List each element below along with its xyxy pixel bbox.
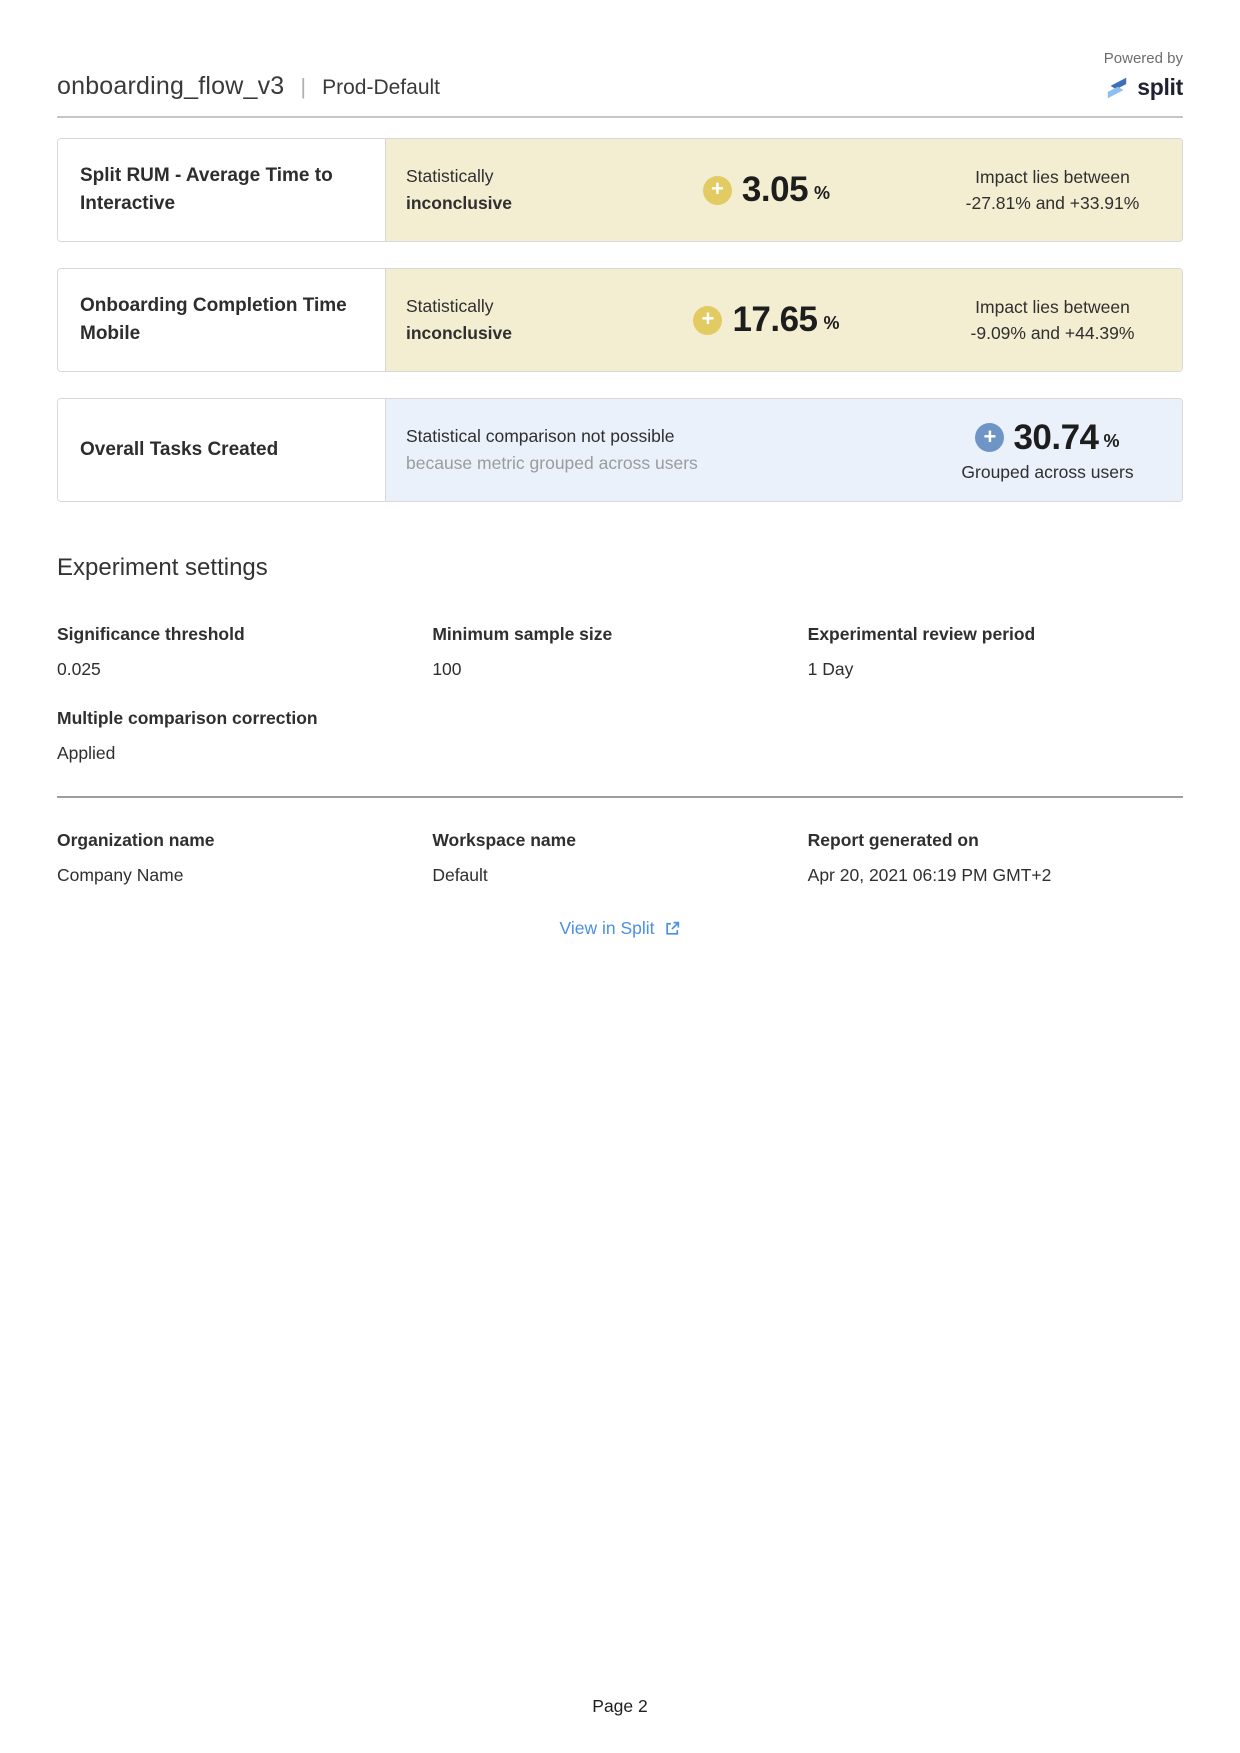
meta-label: Report generated on	[807, 830, 979, 850]
setting-value: 100	[432, 659, 462, 679]
metric-delta	[596, 300, 937, 340]
metric-result-area	[386, 269, 1182, 371]
brand-wordmark: split	[1137, 74, 1183, 100]
meta-divider	[57, 796, 1183, 798]
report-meta-grid	[57, 830, 1183, 886]
metric-status	[386, 423, 927, 477]
setting-label: Multiple comparison correction	[57, 708, 318, 728]
metric-name-cell	[58, 269, 386, 371]
metric-delta	[596, 170, 937, 210]
experiment-settings-grid	[57, 624, 1183, 764]
view-link-label: View in Split	[559, 918, 655, 938]
setting-label: Minimum sample size	[432, 624, 613, 644]
delta-value: 30.74	[1013, 417, 1099, 457]
meta-value: Company Name	[57, 865, 184, 885]
experiment-settings-title: Experiment settings	[57, 554, 268, 581]
title-row	[57, 72, 440, 101]
metric-card-onboarding-completion	[57, 268, 1183, 372]
experiment-name: onboarding_flow_v3	[57, 72, 285, 100]
metric-status	[386, 163, 596, 217]
plus-icon: +	[975, 423, 1004, 452]
setting-significance-threshold	[57, 624, 432, 680]
environment-name: Prod-Default	[322, 76, 440, 99]
delta-unit: %	[823, 313, 840, 333]
brand-row	[1104, 74, 1183, 101]
view-in-split-link[interactable]	[559, 918, 680, 939]
setting-label: Significance threshold	[57, 624, 245, 644]
external-link-icon	[664, 920, 681, 937]
meta-generated-on	[808, 830, 1183, 886]
status-line-1: Statistical comparison not possible	[406, 425, 675, 446]
report-header	[57, 50, 1183, 101]
setting-minimum-sample-size	[432, 624, 807, 680]
metric-card-overall-tasks	[57, 398, 1183, 502]
delta-value: 17.65	[732, 300, 818, 339]
title-separator: |	[300, 74, 307, 99]
setting-value: 0.025	[57, 659, 101, 679]
setting-value: 1 Day	[807, 659, 854, 679]
status-line-2: because metric grouped across users	[406, 453, 698, 473]
status-line-1: Statistically	[406, 165, 494, 186]
delta-value: 3.05	[741, 170, 809, 209]
plus-icon: +	[703, 176, 732, 205]
metric-result-area	[386, 139, 1182, 241]
delta-unit: %	[1103, 430, 1120, 451]
metric-status	[386, 293, 596, 347]
powered-by-label: Powered by	[1103, 50, 1183, 67]
impact-line-2: -27.81% and +33.91%	[965, 193, 1140, 213]
metric-name: Overall Tasks Created	[80, 439, 279, 461]
brand-block	[1104, 50, 1183, 101]
impact-line-2: -9.09% and +44.39%	[970, 323, 1135, 343]
status-line-2: inconclusive	[406, 193, 513, 213]
setting-review-period	[808, 624, 1183, 680]
meta-organization	[57, 830, 432, 886]
impact-line-1: Impact lies between	[975, 296, 1130, 317]
impact-range	[937, 164, 1182, 217]
plus-icon: +	[693, 306, 722, 335]
view-link-row	[57, 918, 1183, 939]
meta-value: Default	[432, 865, 488, 885]
delta-caption: Grouped across users	[961, 461, 1134, 482]
meta-workspace	[432, 830, 807, 886]
metric-name-cell	[58, 399, 386, 501]
status-line-1: Statistically	[406, 295, 494, 316]
metric-card-split-rum	[57, 138, 1183, 242]
status-line-2: inconclusive	[406, 323, 513, 343]
header-divider	[57, 116, 1183, 118]
impact-line-1: Impact lies between	[975, 166, 1130, 187]
setting-value: Applied	[57, 743, 116, 763]
impact-range	[937, 294, 1182, 347]
setting-multiple-comparison	[57, 708, 432, 764]
delta-row	[927, 418, 1168, 458]
page-number: Page 2	[592, 1696, 648, 1716]
setting-label: Experimental review period	[807, 624, 1036, 644]
metric-name: Onboarding Completion Time Mobile	[80, 295, 347, 344]
meta-value: Apr 20, 2021 06:19 PM GMT+2	[807, 865, 1052, 885]
metric-delta	[927, 418, 1182, 483]
metric-name-cell	[58, 139, 386, 241]
metric-name: Split RUM - Average Time to Interactive	[80, 165, 333, 214]
split-logo-icon	[1104, 75, 1130, 101]
meta-label: Workspace name	[432, 830, 576, 850]
delta-unit: %	[814, 183, 831, 203]
metric-result-area	[386, 399, 1182, 501]
meta-label: Organization name	[57, 830, 215, 850]
